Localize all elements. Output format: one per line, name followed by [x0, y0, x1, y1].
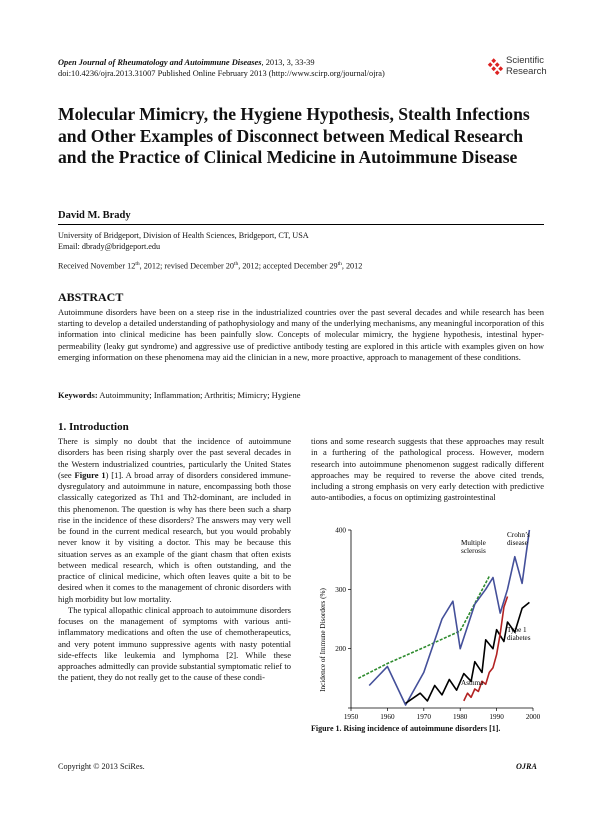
- received-sup: th: [135, 261, 140, 267]
- series-line-multiple-sclerosis: [358, 576, 489, 678]
- figure-1-link[interactable]: Figure 1: [74, 469, 106, 480]
- journal-volume: , 2013, 3, 33-39: [261, 58, 315, 67]
- figure-1-chart: [311, 520, 544, 740]
- intro-heading: 1. Introduction: [58, 421, 129, 433]
- doi-line[interactable]: doi:10.4236/ojra.2013.31007 Published Online February 2013 (http://www.scirp.org/journal/ojra): [58, 69, 385, 78]
- right-column-text: tions and some research suggests that these approaches may result in a furthering of the pathological process. However, modern research into autoimmune phenomenon suggest radically different approaches may be required to reverse the above cited trends, including a strong emphasis on very early detection with predictive auto-antibodies, a focus on optimizing gastrointestinal: [311, 436, 544, 503]
- series-label-multiple-sclerosis: Multiple sclerosis: [461, 539, 486, 555]
- x-tick-label: 2000: [525, 713, 541, 721]
- dates-end: , 2012: [341, 261, 363, 271]
- abstract-heading: ABSTRACT: [58, 290, 124, 304]
- y-axis-label: Incidence of Immune Disorders (%): [319, 588, 327, 692]
- copyright: Copyright © 2013 SciRes.: [58, 762, 145, 771]
- logo-text: [506, 56, 547, 77]
- accepted-sup: th: [337, 261, 342, 267]
- affiliation-block: [58, 231, 538, 252]
- revised-date: , 2012; revised December 20: [139, 261, 234, 271]
- logo-line-2: Research: [506, 65, 547, 77]
- x-tick-label: 1980: [453, 713, 468, 721]
- y-tick-label: 300: [335, 585, 346, 594]
- x-tick-label: 1950: [343, 713, 359, 721]
- chart-ticks: [335, 527, 540, 722]
- series-label-crohn-s-disease: Crohn’s disease: [507, 531, 530, 547]
- keywords-line: [58, 390, 544, 400]
- dates-line: [58, 261, 538, 271]
- author-name: David M. Brady: [58, 210, 131, 221]
- intro-paragraph-2: The typical allopathic clinical approach to autoimmune disorders focuses on the management of symptoms with various anti-inflammatory medications and often the use of chemotherapeutics, and very potent immuno suppressive agents with nasty potential side-effects like leukemia and lymphoma [2]. While these approaches admittedly can provide substantial symptomatic relief to the patient, they do not really get to the cause of these condi-: [58, 604, 291, 683]
- intro-p1-end: ) [1]. A broad array of disorders considered immune-dysregulatory and autoimmune in nature, encompassing both those classically categorized as Th1 and Th2-dominant, are included in this phenomenon. The question is why has there been such a sharp rise in the incidence of these disorders? The answers may very well be found in the current medical research, but you would probably never know it by visiting a doctor. This may be because this situation serves as an example of the giant chasm that often exists between medical research, which is often outstanding, and the practice of clinical medicine, which often leaves quite a bit to be desired when it comes to the management of chronic disorders with high morbidity but low mortality.: [58, 469, 292, 604]
- keywords-list: Autoimmunity; Inflammation; Arthritis; Mimicry; Hygiene: [97, 390, 301, 400]
- series-label-asthma: Asthma: [461, 679, 484, 687]
- affiliation: University of Bridgeport, Division of Health Sciences, Bridgeport, CT, USA: [58, 231, 309, 240]
- x-tick-label: 1990: [489, 713, 504, 721]
- journal-header: [58, 57, 478, 79]
- paper-title: Molecular Mimicry, the Hygiene Hypothesis, Stealth Infections and Other Examples of Disconnect between Medical Research and the Practice of Clinical Medicine in Autoimmune Disease: [58, 104, 530, 167]
- left-column: [58, 436, 291, 684]
- accepted-date: , 2012; accepted December 29: [238, 261, 338, 271]
- y-tick-label: 400: [335, 526, 346, 535]
- intro-paragraph-1: [58, 436, 291, 605]
- keywords-label: Keywords:: [58, 390, 98, 400]
- received-date: Received November 12: [58, 261, 136, 271]
- y-tick-label: 200: [335, 645, 346, 654]
- journal-abbrev: OJRA: [516, 762, 537, 771]
- revised-sup: th: [233, 261, 239, 267]
- logo-line-1: Scientific: [506, 55, 545, 66]
- journal-title: Open Journal of Rheumatology and Autoimmune Diseases: [58, 58, 262, 67]
- figure-caption: Figure 1. Rising incidence of autoimmune disorders [1].: [311, 724, 501, 733]
- email[interactable]: Email: dbrady@bridgeport.edu: [58, 241, 161, 251]
- series-label-type-1-diabetes: Type 1 diabetes: [507, 626, 531, 642]
- title-rule: [58, 224, 544, 225]
- abstract-text: Autoimmune disorders have been on a steep rise in the industrialized countries over the past several decades and while research has been starting to develop a detailed understanding of pathophysiology and many of the underlying mechanisms, any meaningful incorporation of this information into clinical medicine has been painfully slow. Concepts of molecular mimicry, the hygiene hypothesis, intestinal hyper-permeability (leaky gut syndrome) and aggressive use of predictive antibody testing are explored in this article with examples given on how emerging information on these phenomena may aid the clinician in a new, more proactive, approach to management of these conditions.: [58, 307, 544, 362]
- x-tick-label: 1960: [380, 713, 395, 721]
- x-tick-label: 1970: [416, 713, 431, 721]
- intro-p1-start: There is simply no doubt that the incidence of autoimmune disorders has been rising sharply over the past several decades in the Western industrialized countries, particularly the United States (see: [58, 436, 291, 480]
- chart-series: [358, 530, 529, 705]
